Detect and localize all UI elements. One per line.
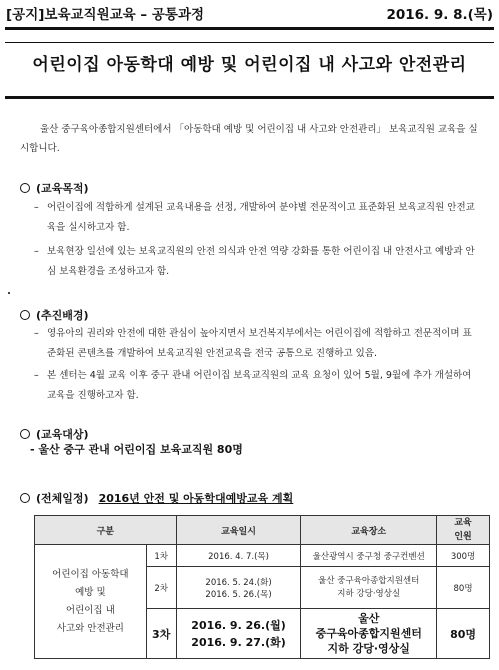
col-header-category: 구분 xyxy=(35,516,177,545)
table-header-row xyxy=(35,516,490,545)
schedule-subtitle: 2016년 안전 및 아동학대예방교육 계획 xyxy=(98,492,294,505)
schedule-table xyxy=(34,515,490,659)
notice-header xyxy=(6,2,493,24)
title-bottom-rule xyxy=(5,96,494,99)
section-heading-text: (교육목적) xyxy=(36,182,89,195)
place-cell: 울산 중구육아종합지원센터 지하 강당·영상실 xyxy=(301,567,437,609)
col-header-count: 교육 인원 xyxy=(437,516,490,545)
section-background-heading xyxy=(20,307,89,323)
date-cell: 2016. 5. 24.(화) 2016. 5. 26.(목) xyxy=(176,567,301,609)
place-cell: 울산 중구육아종합지원센터 지하 강당·영상실 xyxy=(301,609,437,659)
target-text: - 울산 중구 관내 어린이집 보육교직원 80명 xyxy=(30,443,243,456)
count-cell: 300명 xyxy=(437,545,490,567)
circle-bullet-icon xyxy=(20,429,30,439)
round-cell: 2차 xyxy=(146,567,176,609)
col-header-date: 교육일시 xyxy=(176,516,301,545)
stray-dot xyxy=(8,292,10,294)
circle-bullet-icon xyxy=(20,183,30,193)
header-divider xyxy=(5,27,494,30)
round-cell: 3차 xyxy=(146,609,176,659)
section-purpose-heading xyxy=(20,180,89,196)
purpose-item-1: – 어린이집에 적합하게 설계된 교육내용을 선정, 개발하여 분야별 전문적이고 표준화된 보육교직원 안전교육을 실시하고자 함. xyxy=(34,202,475,233)
section-heading-text: (교육대상) xyxy=(36,428,89,441)
intro-paragraph: 울산 중구육아종합지원센터에서 「아동학대 예방 및 어린이집 내 사고와 안전관리」 보육교직원 교육을 실시합니다. xyxy=(20,124,478,154)
table-row xyxy=(35,545,490,567)
notice-date: 2016. 9. 8.(목) xyxy=(386,7,493,23)
section-heading-text: (전체일정) xyxy=(36,492,89,505)
section-schedule-heading xyxy=(20,490,293,506)
col-header-place: 교육장소 xyxy=(301,516,437,545)
title-top-rule xyxy=(5,42,494,43)
count-cell: 80명 xyxy=(437,609,490,659)
notice-category: [공지]보육교직원교육 – 공통과정 xyxy=(6,7,205,23)
count-cell: 80명 xyxy=(437,567,490,609)
circle-bullet-icon xyxy=(20,310,30,320)
background-item-2: – 본 센터는 4월 교육 이후 중구 관내 어린이집 보육교직원의 교육 요청이 있어 5월, 9월에 추가 개설하여 교육을 진행하고자 함. xyxy=(34,370,472,401)
round-cell: 1차 xyxy=(146,545,176,567)
place-cell: 울산광역시 중구청 중구컨벤션 xyxy=(301,545,437,567)
group-label-cell: 어린이집 아동학대 예방 및 어린이집 내 사고와 안전관리 xyxy=(35,545,147,659)
purpose-item-2: – 보육현장 일선에 있는 보육교직원의 안전 의식과 안전 역량 강화를 통한 어린이집 내 안전사고 예방과 안심 보육환경을 조성하고자 함. xyxy=(34,246,475,277)
date-cell: 2016. 9. 26.(월) 2016. 9. 27.(화) xyxy=(176,609,301,659)
background-item-1: – 영유아의 권리와 안전에 대한 관심이 높아지면서 보건복지부에서는 어린이집에 적합하고 전문적이며 표준화된 콘텐츠를 개발하여 보육교직원 안전교육을 전국 공통으로 진행하고 있음. xyxy=(34,328,472,359)
document-title: 어린이집 아동학대 예방 및 어린이집 내 사고와 안전관리 xyxy=(32,55,467,75)
section-heading-text: (추진배경) xyxy=(36,309,89,322)
section-target-heading xyxy=(20,426,89,442)
date-cell: 2016. 4. 7.(목) xyxy=(176,545,301,567)
circle-bullet-icon xyxy=(20,493,30,503)
